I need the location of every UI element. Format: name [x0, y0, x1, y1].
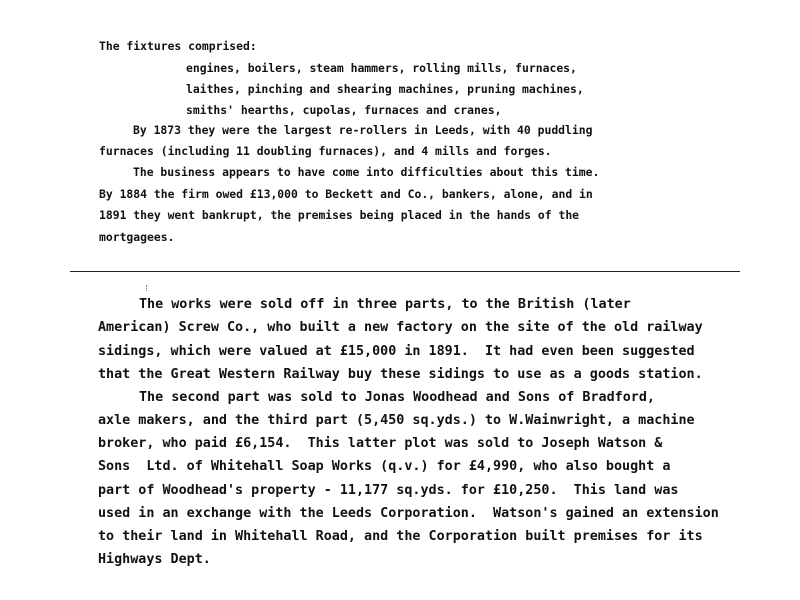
text-line: By 1884 the firm owed £13,000 to Beckett and Co., bankers, alone, and in: [99, 187, 593, 201]
text-line: that the Great Western Railway buy these sidings to use as a goods station.: [98, 367, 703, 382]
text-line: mortgagees.: [99, 230, 175, 244]
text-line: The fixtures comprised:: [99, 39, 257, 53]
text-line: 1891 they went bankrupt, the premises being placed in the hands of the: [99, 208, 580, 222]
text-line: Sons Ltd. of Whitehall Soap Works (q.v.) for £4,990, who also bought a: [98, 459, 671, 474]
text-line: American) Screw Co., who built a new factory on the site of the old railway: [98, 320, 703, 335]
text-line: sidings, which were valued at £15,000 in 1891. It had even been suggested: [98, 344, 695, 359]
section-divider: [70, 271, 740, 272]
text-line: The second part was sold to Jonas Woodhead and Sons of Bradford,: [139, 390, 655, 405]
text-line: to their land in Whitehall Road, and the Corporation built premises for its: [98, 529, 703, 544]
text-line: Highways Dept.: [98, 552, 211, 567]
text-line: The business appears to have come into difficulties about this time.: [133, 165, 600, 179]
text-line: axle makers, and the third part (5,450 sq.yds.) to W.Wainwright, a machine: [98, 413, 695, 428]
text-line: used in an exchange with the Leeds Corporation. Watson's gained an extension: [98, 506, 719, 521]
text-line: smiths' hearths, cupolas, furnaces and cranes,: [186, 103, 502, 117]
text-line: engines, boilers, steam hammers, rolling mills, furnaces,: [186, 61, 577, 75]
text-line: By 1873 they were the largest re-rollers in Leeds, with 40 puddling: [133, 123, 593, 137]
text-line: furnaces (including 11 doubling furnaces), and 4 mills and forges.: [99, 144, 552, 158]
scan-speck: [146, 285, 149, 291]
text-line: broker, who paid £6,154. This latter plot was sold to Joseph Watson &: [98, 436, 663, 451]
text-line: part of Woodhead's property - 11,177 sq.yds. for £10,250. This land was: [98, 483, 679, 498]
text-line: laithes, pinching and shearing machines, pruning machines,: [186, 82, 584, 96]
text-line: The works were sold off in three parts, to the British (later: [139, 297, 631, 312]
